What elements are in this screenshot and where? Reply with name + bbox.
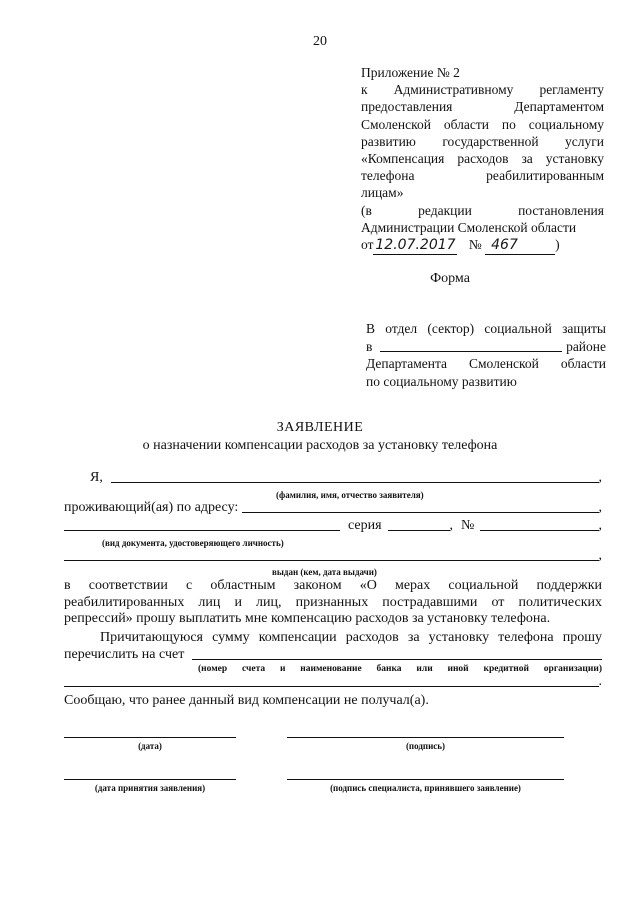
number-sign: № bbox=[461, 518, 475, 533]
document-subtitle: о назначении компенсации расходов за установку телефона bbox=[142, 438, 498, 453]
accept-date-caption: (дата принятия заявления) bbox=[94, 783, 206, 793]
date-caption: (дата) bbox=[138, 741, 162, 751]
annex-line: к Административному регламенту bbox=[361, 82, 604, 98]
signature-field[interactable] bbox=[287, 737, 564, 738]
paragraph-law bbox=[64, 578, 602, 628]
issued-row bbox=[64, 548, 602, 564]
addressee-line: Департамента Смоленской области bbox=[366, 356, 606, 371]
document-number-field[interactable] bbox=[480, 530, 598, 531]
account-label: перечислить на счет bbox=[64, 646, 185, 662]
annex-line: (в редакции постановления bbox=[361, 202, 604, 218]
annex-line: предоставления Департаментом bbox=[361, 99, 604, 115]
address-field[interactable] bbox=[242, 512, 598, 513]
in-label: в bbox=[366, 338, 373, 354]
page-number: 20 bbox=[313, 34, 327, 49]
issued-field[interactable] bbox=[64, 560, 599, 561]
account-caption: (номер счета и наименование банка или иной кредитной организации) bbox=[198, 664, 602, 674]
document-title: ЗАЯВЛЕНИЕ bbox=[276, 420, 364, 435]
bank-row bbox=[64, 674, 602, 690]
handwritten-number: 467 bbox=[491, 237, 518, 254]
signature-caption: (подпись) bbox=[405, 741, 446, 751]
fio-field[interactable] bbox=[111, 482, 599, 483]
specialist-signature-field[interactable] bbox=[287, 779, 564, 780]
paragraph-line: реабилитированных лиц и лиц, признанных пострадавшими от политических bbox=[64, 594, 602, 610]
form-label: Форма bbox=[430, 271, 470, 286]
comma: , bbox=[598, 548, 602, 563]
issued-caption: выдан (кем, дата выдачи) bbox=[272, 567, 377, 577]
paragraph-account bbox=[64, 630, 602, 663]
handwritten-date: 12.07.2017 bbox=[375, 237, 456, 254]
date-field[interactable] bbox=[64, 737, 236, 738]
addressee-line: В отдел (сектор) социальной защиты bbox=[366, 321, 606, 336]
account-field[interactable] bbox=[192, 659, 602, 660]
annex-header bbox=[361, 64, 604, 255]
comma: , bbox=[449, 518, 454, 533]
annex-line: телефона реабилитированным bbox=[361, 168, 604, 184]
account-row bbox=[64, 647, 602, 664]
annex-line: «Компенсация расходов за установку bbox=[361, 151, 604, 167]
annex-line: Администрации Смоленской области bbox=[361, 219, 577, 235]
accept-date-field[interactable] bbox=[64, 779, 236, 780]
bank-field[interactable] bbox=[64, 686, 599, 687]
number-label: № bbox=[468, 237, 482, 253]
annex-line: развитию государственной услуги bbox=[361, 133, 604, 149]
statement: Сообщаю, что ранее данный вид компенсации не получал(а). bbox=[64, 693, 429, 708]
series-label: серия bbox=[348, 518, 382, 533]
comma: , bbox=[598, 500, 602, 515]
district-field[interactable] bbox=[380, 351, 562, 352]
from-label: от bbox=[361, 237, 374, 253]
document-row bbox=[64, 518, 602, 534]
specialist-signature-caption: (подпись специалиста, принявшего заявление) bbox=[330, 783, 521, 793]
i-label: Я, bbox=[90, 470, 103, 485]
addressee bbox=[366, 320, 606, 390]
annex-title: Приложение № 2 bbox=[361, 65, 460, 80]
paragraph-line: Причитающуюся сумму компенсации расходов за установку телефона прошу bbox=[100, 630, 602, 645]
fio-caption: (фамилия, имя, отчество заявителя) bbox=[276, 490, 424, 500]
period: . bbox=[598, 674, 602, 689]
fio-row bbox=[90, 470, 602, 486]
comma: , bbox=[598, 518, 602, 533]
document-type-field[interactable] bbox=[64, 530, 340, 531]
annex-date-line bbox=[361, 236, 604, 255]
comma: , bbox=[598, 470, 602, 485]
addressee-line: по социальному развитию bbox=[366, 373, 517, 389]
document-caption: (вид документа, удостоверяющего личность) bbox=[102, 538, 284, 548]
series-field[interactable] bbox=[388, 530, 450, 531]
district-suffix: районе bbox=[566, 338, 606, 354]
address-row bbox=[64, 500, 602, 516]
annex-line: лицам» bbox=[361, 185, 404, 201]
addressee-line-district bbox=[366, 338, 606, 356]
paragraph-line: в соответствии с областным законом «О мерах социальной поддержки bbox=[64, 578, 602, 593]
paragraph-line: репрессий» прошу выплатить мне компенсацию расходов за установку телефона. bbox=[64, 611, 551, 626]
address-label: проживающий(ая) по адресу: bbox=[64, 500, 239, 515]
close-paren: ) bbox=[555, 237, 560, 253]
annex-line: Смоленской области по социальному bbox=[361, 116, 604, 132]
